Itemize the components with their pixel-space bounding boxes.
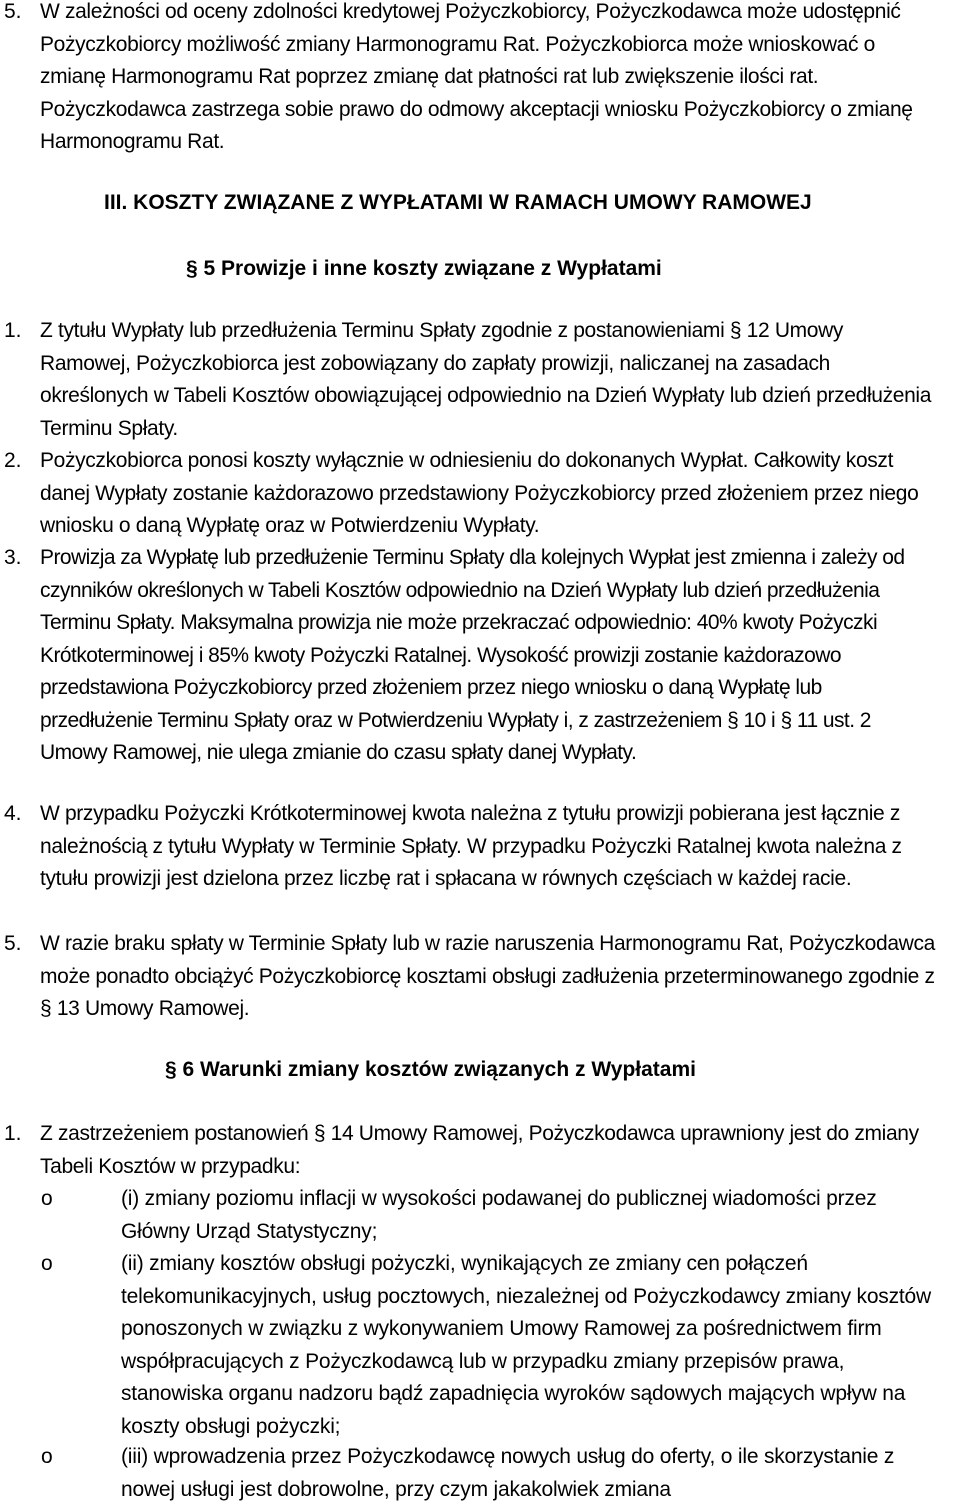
list-item-text: W przypadku Pożyczki Krótkoterminowej kwota należna z tytułu prowizji pobierana jest łącznie z należnością z tytułu Wypłaty w Terminie Spłaty. W przypadku Pożyczki Ratalnej kwota należna z tytułu prowizji jest dzielona przez liczbę rat i spłacana w równych częściach w każdej racie. [40,802,902,890]
list-item [0,0,940,159]
list-number: 1. [4,1122,22,1145]
list-item [0,1118,940,1183]
list-number: 1. [4,319,22,342]
list-item [0,798,940,896]
bullet-marker: o [41,1187,53,1210]
list-item-text: W zależności od oceny zdolności kredytowej Pożyczkobiorcy, Pożyczkodawca może udostępnić Pożyczkobiorcy możliwość zmiany Harmonogramu Rat. Pożyczkobiorca może wnioskować o zmianę Harmonogramu Rat poprzez zmianę dat płatności rat lub zwiększenie ilości rat. Pożyczkodawca zastrzega sobie prawo do odmowy akceptacji wniosku Pożyczkobiorcy o zmianę Harmonogramu Rat. [40,0,913,153]
list-number: 4. [4,802,22,825]
list-item [0,928,940,1026]
list-item [0,445,940,543]
paragraph-6-title: § 6 Warunki zmiany kosztów związanych z Wypłatami [165,1058,696,1081]
list-number: 5. [4,0,22,23]
bullet-item [0,1183,940,1248]
list-item-text: W razie braku spłaty w Terminie Spłaty lub w razie naruszenia Harmonogramu Rat, Pożyczkodawca może ponadto obciążyć Pożyczkobiorcę kosztami obsługi zadłużenia przeterminowanego zgodnie z § 13 Umowy Ramowej. [40,932,935,1020]
list-item-text: Z zastrzeżeniem postanowień § 14 Umowy Ramowej, Pożyczkodawca uprawniony jest do zmiany Tabeli Kosztów w przypadku: [40,1122,919,1178]
paragraph-5-title: § 5 Prowizje i inne koszty związane z Wypłatami [186,257,662,280]
list-item [0,542,940,770]
bullet-item [0,1441,940,1506]
list-item-text: Z tytułu Wypłaty lub przedłużenia Terminu Spłaty zgodnie z postanowieniami § 12 Umowy Ramowej, Pożyczkobiorca jest zobowiązany do zapłaty prowizji, naliczanej na zasadach określonych w Tabeli Kosztów obowiązującej odpowiednio na Dzień Wypłaty lub dzień przedłużenia Terminu Spłaty. [40,319,932,440]
list-item-text: Prowizja za Wypłatę lub przedłużenie Terminu Spłaty dla kolejnych Wypłat jest zmienna i zależy od czynników określonych w Tabeli Kosztów odpowiednio na Dzień Wypłaty lub dzień przedłużenia Terminu Spłaty. Maksymalna prowizja nie może przekraczać odpowiednio: 40% kwoty Pożyczki Krótkoterminowej i 85% kwoty Pożyczki Ratalnej. Wysokość prowizji zostanie każdorazowo przedstawiona Pożyczkobiorcy przed złożeniem przez niego wniosku o daną Wypłatę lub przedłużenie Terminu Spłaty oraz w Potwierdzeniu Wypłaty i, z zastrzeżeniem § 10 i § 11 ust. 2 Umowy Ramowej, nie ulega zmianie do czasu spłaty danej Wypłaty. [40,546,905,764]
bullet-item [0,1248,940,1443]
bullet-text: (iii) wprowadzenia przez Pożyczkodawcę nowych usług do oferty, o ile skorzystanie z nowej usługi jest dobrowolne, przy czym jakakolwiek zmiana [121,1445,895,1501]
bullet-text: (i) zmiany poziomu inflacji w wysokości podawanej do publicznej wiadomości przez Główny Urząd Statystyczny; [121,1187,877,1243]
list-number: 2. [4,449,22,472]
section-heading: III. KOSZTY ZWIĄZANE Z WYPŁATAMI W RAMACH UMOWY RAMOWEJ [104,191,812,214]
list-number: 3. [4,546,22,569]
list-number: 5. [4,932,22,955]
list-item-text: Pożyczkobiorca ponosi koszty wyłącznie w odniesieniu do dokonanych Wypłat. Całkowity koszt danej Wypłaty zostanie każdorazowo przedstawiony Pożyczkobiorcy przed złożeniem przez niego wniosku o daną Wypłatę oraz w Potwierdzeniu Wypłaty. [40,449,919,537]
bullet-marker: o [41,1252,53,1275]
bullet-marker: o [41,1445,53,1468]
bullet-text: (ii) zmiany kosztów obsługi pożyczki, wynikających ze zmiany cen połączeń telekomunikacyjnych, usług pocztowych, niezależnej od Pożyczkodawcy zmiany kosztów ponoszonych w związku z wykonywaniem Umowy Ramowej za pośrednictwem firm współpracujących z Pożyczkodawcą lub w przypadku zmiany przepisów prawa, stanowiska organu nadzoru bądź zapadnięcia wyroków sądowych mających wpływ na koszty obsługi pożyczki; [121,1252,931,1438]
list-item [0,315,940,445]
